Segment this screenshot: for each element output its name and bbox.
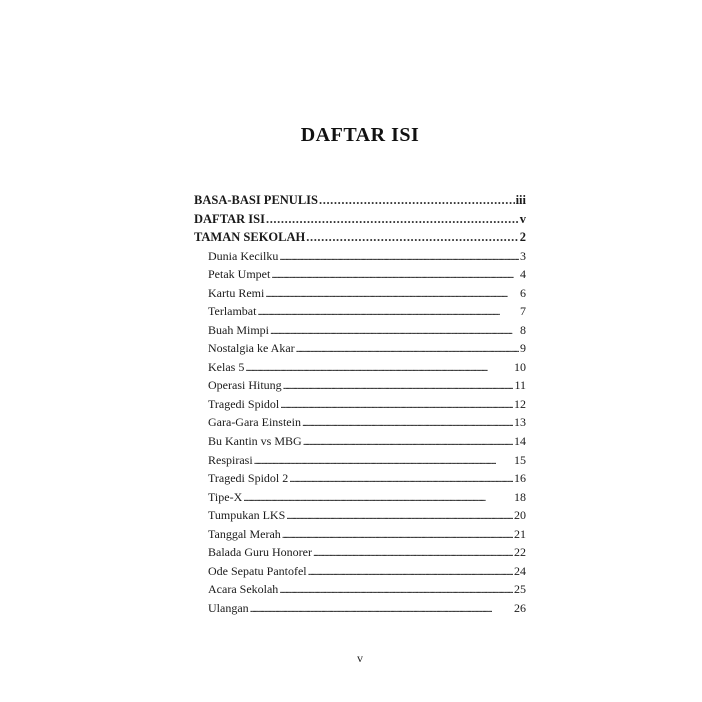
page-title: DAFTAR ISI: [300, 124, 420, 146]
toc-entry-label: Tanggal Merah: [208, 526, 281, 541]
toc-dot-leader: [306, 228, 519, 247]
toc-entry: [194, 543, 526, 562]
toc-entry-page-number: 8: [520, 322, 526, 337]
toc-entry-label: BASA-BASI PENULIS: [194, 193, 318, 207]
toc-entry: [194, 321, 526, 340]
toc-entry-label: Balada Guru Honorer: [208, 545, 312, 560]
toc-entry-label: Bu Kantin vs MBG: [208, 433, 302, 448]
toc-entry: [194, 469, 526, 488]
toc-dot-leader: [286, 506, 513, 525]
toc-dot-leader: [243, 488, 513, 507]
toc-entry-page-number: 3: [520, 248, 526, 263]
toc-entry: [194, 599, 526, 618]
toc-entry: [194, 339, 526, 358]
toc-entry: [194, 451, 526, 470]
toc-entry-page-number: 14: [514, 433, 526, 448]
toc-entry-page-number: 26: [514, 600, 526, 615]
toc-entry: [194, 488, 526, 507]
toc-entry: [194, 247, 526, 266]
toc-dot-leader: [289, 469, 513, 488]
toc-entry-page-number: 16: [514, 471, 526, 486]
toc-entry-label: Tumpukan LKS: [208, 508, 286, 523]
toc-dot-leader: [250, 599, 513, 618]
toc-entry: [194, 395, 526, 414]
toc-entry-page-number: 24: [514, 563, 526, 578]
toc-entry: [194, 580, 526, 599]
toc-dot-leader: [265, 284, 519, 303]
toc-entry: [194, 413, 526, 432]
toc-entry-label: Buah Mimpi: [208, 322, 270, 337]
toc-entry-page-number: 6: [520, 285, 526, 300]
toc-entry-page-number: 15: [514, 452, 526, 467]
toc-dot-leader: [319, 191, 515, 210]
toc-entry-page-number: 12: [514, 396, 526, 411]
toc-entry: [194, 562, 526, 581]
toc-entry-page-number: 2: [519, 230, 526, 244]
toc-dot-leader: [280, 395, 513, 414]
toc-dot-leader: [270, 321, 519, 340]
toc-entry-label: Terlambat: [208, 304, 257, 319]
toc-entry-label: Respirasi: [208, 452, 253, 467]
toc-entry-label: Operasi Hitung: [208, 378, 282, 393]
toc-entry: [194, 265, 526, 284]
toc-entry: [194, 376, 526, 395]
toc-entry: [194, 210, 526, 229]
toc-dot-leader: [303, 432, 513, 451]
toc-entry-page-number: 21: [514, 526, 526, 541]
toc-entry-label: Gara-Gara Einstein: [208, 415, 301, 430]
toc-entry: [194, 191, 526, 210]
toc-entry-label: Ulangan: [208, 600, 249, 615]
toc-entry-label: Tipe-X: [208, 489, 243, 504]
toc-entry-label: Petak Umpet: [208, 267, 271, 282]
toc-dot-leader: [302, 413, 513, 432]
toc-entry-page-number: 13: [514, 415, 526, 430]
toc-entry-label: Nostalgia ke Akar: [208, 341, 295, 356]
toc-dot-leader: [283, 376, 514, 395]
toc-entry: [194, 506, 526, 525]
toc-entry-label: Kelas 5: [208, 359, 245, 374]
toc-entry-page-number: v: [519, 211, 526, 226]
toc-entry: [194, 228, 526, 247]
toc-entry-page-number: 18: [514, 489, 526, 504]
toc-dot-leader: [279, 247, 519, 266]
toc-entry-page-number: 22: [514, 545, 526, 560]
toc-entry-page-number: 4: [520, 267, 526, 282]
toc-entry-page-number: 9: [520, 341, 526, 356]
toc-dot-leader: [254, 451, 513, 470]
page-footer-number: v: [357, 651, 363, 665]
toc-entry-page-number: iii: [515, 193, 526, 207]
toc-entry-label: Acara Sekolah: [208, 582, 279, 597]
toc-entry-label: Dunia Kecilku: [208, 248, 279, 263]
toc-entry-page-number: 7: [520, 304, 526, 319]
toc-entry: [194, 284, 526, 303]
toc-dot-leader: [296, 339, 519, 358]
toc-entry-page-number: 20: [514, 508, 526, 523]
table-of-contents: [194, 191, 526, 617]
toc-entry-page-number: 11: [514, 378, 526, 393]
toc-entry: [194, 525, 526, 544]
toc-entry-label: Tragedi Spidol: [208, 396, 280, 411]
toc-dot-leader: [308, 562, 513, 581]
toc-dot-leader: [313, 543, 513, 562]
toc-entry-label: DAFTAR ISI: [194, 211, 265, 226]
toc-dot-leader: [245, 358, 513, 377]
toc-entry-label: TAMAN SEKOLAH: [194, 230, 306, 244]
toc-entry: [194, 358, 526, 377]
toc-entry-page-number: 10: [514, 359, 526, 374]
toc-entry-page-number: 25: [514, 582, 526, 597]
toc-entry-label: Ode Sepatu Pantofel: [208, 563, 307, 578]
toc-entry: [194, 432, 526, 451]
toc-entry-label: Tragedi Spidol 2: [208, 471, 289, 486]
toc-dot-leader: [266, 210, 519, 229]
toc-entry: [194, 302, 526, 321]
toc-dot-leader: [271, 265, 519, 284]
toc-entry-label: Kartu Remi: [208, 285, 265, 300]
toc-dot-leader: [257, 302, 519, 321]
toc-dot-leader: [282, 525, 513, 544]
toc-dot-leader: [279, 580, 513, 599]
